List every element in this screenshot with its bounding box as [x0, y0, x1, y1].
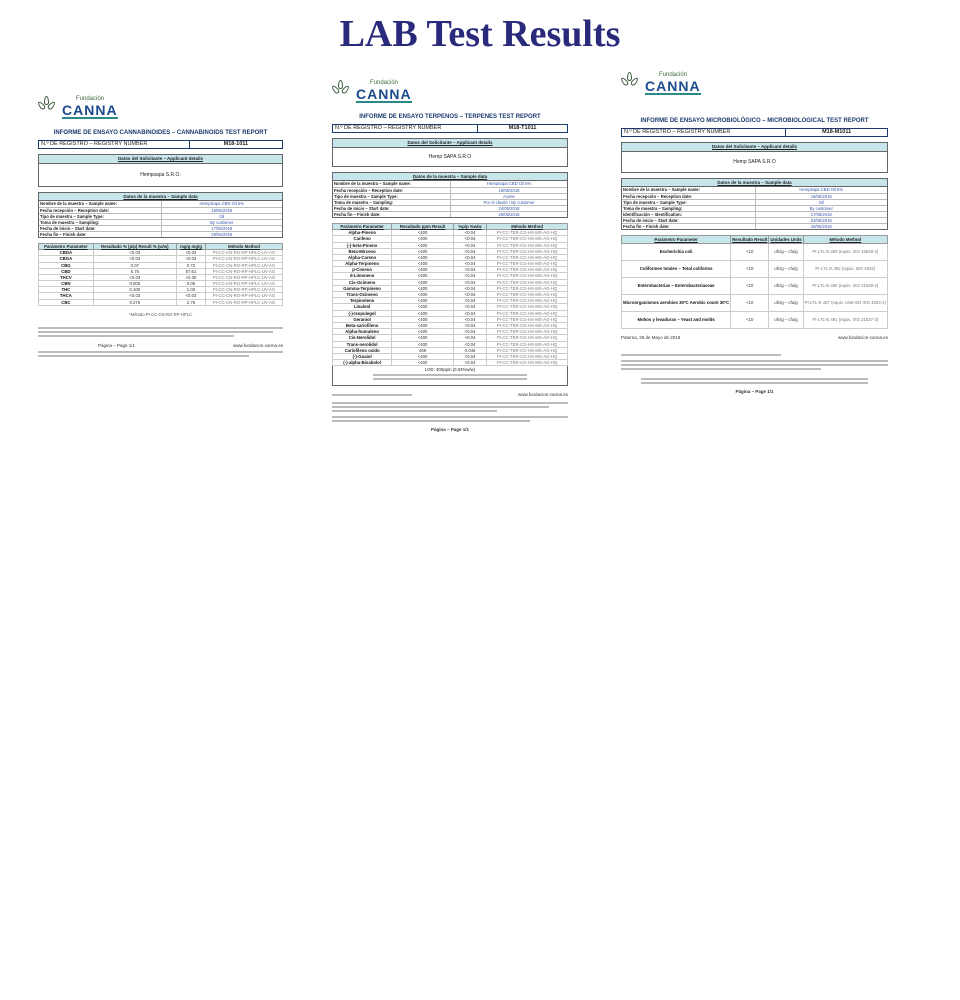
- sample-row: [333, 193, 567, 199]
- method-cell: PI-LTL-E.489 (equiv. ISO 16649-2): [803, 243, 887, 260]
- result-cell: <400: [392, 248, 454, 254]
- logo-name: CANNA: [356, 86, 412, 103]
- method-cell: PI-CC-TER-CG-HS-MS-AG-HQ: [487, 347, 568, 353]
- parameter-cell: Gamma-Terpineno: [333, 285, 392, 291]
- result-cell: 0.07: [93, 262, 176, 268]
- sample-box: [621, 178, 888, 230]
- column-header: %p/p %w/w: [453, 223, 486, 229]
- parameter-cell: Beta-cariofileno: [333, 322, 392, 328]
- page-title: LAB Test Results: [339, 13, 621, 55]
- address-lines: [38, 351, 283, 357]
- method-cell: PI-CC-TER-CG-HS-MS-AG-HQ: [487, 360, 568, 366]
- result-cell: 459: [392, 347, 454, 353]
- footer-row: [621, 335, 888, 340]
- applicant-header: Datos del Solicitante – Applicant details: [333, 139, 567, 147]
- method-cell: PI-CC-CN-RO-RP-HPLC-UV-AG: [206, 287, 283, 293]
- sample-key: Toma de muestra – Sampling:: [334, 199, 394, 205]
- table-row: [622, 243, 888, 260]
- sample-key: Fecha recepción – Reception date:: [40, 207, 110, 213]
- sample-key: Nombre de la muestra – Sample name:: [40, 200, 118, 206]
- logo-top: Fundación: [76, 96, 105, 102]
- method-cell: PI-CC-TER-CG-HS-MS-AG-HQ: [487, 322, 568, 328]
- registry-row: [38, 140, 283, 149]
- parameter-cell: CBG: [39, 262, 94, 268]
- parameter-cell: Linalool: [333, 304, 392, 310]
- parameter-cell: Coliformes totales – Total coliforms: [622, 260, 731, 277]
- value-cell: <0.03: [176, 250, 205, 256]
- result-cell: <400: [392, 267, 454, 273]
- value-cell: <0.04: [453, 353, 486, 359]
- applicant-name: Hemp SAPA S.R.O: [733, 158, 776, 165]
- parameter-cell: CBD: [39, 268, 94, 274]
- column-header: Parámetro Parameter: [39, 243, 94, 249]
- result-cell: <400: [392, 236, 454, 242]
- method-cell: PI-CC-CN-RO-RP-HPLC-UV-AG: [206, 293, 283, 299]
- table-row: [622, 260, 888, 277]
- registry-value: M18-T1011: [508, 125, 537, 132]
- table-body: [622, 243, 888, 328]
- sample-value: Oil: [161, 214, 283, 219]
- value-cell: <0.04: [453, 292, 486, 298]
- terpenes-report: [332, 80, 568, 433]
- method-cell: PI-CC-TER-CG-HS-MS-AG-HQ: [487, 230, 568, 236]
- result-cell: <400: [392, 273, 454, 279]
- parameter-cell: CBN: [39, 281, 94, 287]
- parameter-cell: Geraniol: [333, 316, 392, 322]
- sample-row: [622, 211, 887, 217]
- result-cell: <400: [392, 316, 454, 322]
- result-cell: <10: [731, 311, 769, 328]
- parameter-cell: Alpha-humuleno: [333, 329, 392, 335]
- value-cell: 1.00: [176, 287, 205, 293]
- sample-key: Toma de muestra – Sampling:: [40, 219, 100, 225]
- applicant-name: Hemp SAPA S.R.O: [428, 153, 472, 160]
- logo-name: CANNA: [62, 102, 118, 119]
- results-table: [621, 235, 888, 329]
- sample-list: [622, 187, 887, 229]
- sample-key: Tipo de muestra – Sample Type:: [40, 213, 104, 219]
- report-title: INFORME DE ENSAYO MICROBIOLÓGICO – MICROBIOLOGICAL TEST REPORT: [640, 118, 869, 124]
- table-header: [39, 243, 283, 249]
- parameter-cell: (-)-beta-Pineno: [333, 242, 392, 248]
- website-link[interactable]: www.fundacion-canna.es: [837, 334, 888, 340]
- column-header: Resultado ppm Result: [392, 223, 454, 229]
- sample-key: Tipo de muestra – Sample Type:: [623, 199, 687, 205]
- disclaimer-lines: [38, 327, 283, 337]
- registry-row: [332, 124, 568, 133]
- value-cell: <0.04: [453, 279, 486, 285]
- result-cell: <400: [392, 230, 454, 236]
- method-cell: PI-CC-CN-RO-RP-HPLC-UV-AG: [206, 262, 283, 268]
- cannabinoids-report: [38, 96, 283, 359]
- registry-label: N.º DE REGISTRO – REGISTRY NUMBER: [39, 141, 190, 148]
- sample-row: [333, 211, 567, 217]
- sample-key: Toma de muestra – Sampling:: [623, 205, 683, 211]
- sample-key: Nombre de la muestra – Sample name:: [623, 186, 701, 192]
- method-cell: PI-CC-TER-CG-HS-MS-AG-HQ: [487, 242, 568, 248]
- parameter-cell: THCV: [39, 274, 94, 280]
- sample-value: Hempsapa CBD Oil 5%: [755, 187, 888, 193]
- table-row: [622, 294, 888, 311]
- result-cell: <400: [392, 285, 454, 291]
- sample-value: 16/05/2018: [161, 208, 283, 213]
- column-header: Método Method: [803, 235, 887, 243]
- parameter-cell: (-)-alpha-Bisabolol: [333, 360, 392, 366]
- registry-label: N.º DE REGISTRO – REGISTRY NUMBER: [333, 125, 478, 132]
- leaf-icon: [621, 72, 643, 94]
- method-cell: PI-CC-TER-CG-HS-MS-AG-HQ: [487, 273, 568, 279]
- column-header: Parámetro Parameter: [333, 223, 392, 229]
- sample-box: [332, 172, 568, 218]
- table-header: [622, 235, 888, 243]
- parameter-cell: Trans-Ocimeno: [333, 292, 392, 298]
- sample-key: Nombre de la muestra – Sample name:: [334, 180, 412, 186]
- logo-top: Fundación: [659, 72, 688, 78]
- result-cell: 5.76: [93, 268, 176, 274]
- sample-key: Fecha fin – Finish date:: [623, 223, 670, 229]
- method-cell: PI-CC-TER-CG-HS-MS-AG-HQ: [487, 292, 568, 298]
- value-cell: <0.04: [453, 248, 486, 254]
- applicant-box: [332, 138, 568, 166]
- applicant-name: Hempsapa S.R.O.: [140, 171, 181, 178]
- method-cell: PI-CC-TER-CG-HS-MS-AG-HQ: [487, 298, 568, 304]
- sample-key: Fecha de inicio – Start date:: [623, 217, 679, 223]
- result-cell: <0.03: [93, 256, 176, 262]
- value-cell: <0.04: [453, 261, 486, 267]
- parameter-cell: p-Cimeno: [333, 267, 392, 273]
- result-cell: 0.100: [93, 287, 176, 293]
- logo-top: Fundación: [370, 80, 399, 86]
- parameter-cell: Alpha-Careno: [333, 254, 392, 260]
- applicant-box: [38, 154, 283, 186]
- sample-row: [622, 217, 887, 223]
- value-cell: 57.61: [176, 268, 205, 274]
- sample-header: Datos de la muestra – Sample data: [39, 193, 282, 201]
- method-cell: PI-CC-TER-CG-HS-MS-AG-HQ: [487, 316, 568, 322]
- result-cell: <400: [392, 254, 454, 260]
- value-cell: <0.04: [453, 335, 486, 341]
- sample-key: Fecha recepción – Reception date:: [623, 193, 693, 199]
- sample-row: [622, 205, 887, 211]
- result-cell: <400: [392, 279, 454, 285]
- table-row: [39, 299, 283, 305]
- applicant-box: [621, 142, 888, 172]
- value-cell: <0.04: [453, 329, 486, 335]
- parameter-cell: Cis-Nerolidol: [333, 335, 392, 341]
- parameter-cell: CBGA: [39, 256, 94, 262]
- parameter-cell: THC: [39, 287, 94, 293]
- table-body: [39, 250, 283, 306]
- lod-text: LOD: 400ppm (0.04%w/w): [424, 367, 476, 373]
- sample-list: [39, 201, 282, 237]
- value-cell: <0.03: [176, 293, 205, 299]
- page-number: Página – Page 1/1: [430, 427, 470, 433]
- sample-header: Datos de la muestra – Sample data: [622, 179, 887, 187]
- footer-row: [332, 392, 568, 398]
- value-cell: ufc/g – cfu/g: [769, 294, 803, 311]
- sample-row: [39, 231, 282, 237]
- sample-key: Fecha de inicio – Start date:: [40, 225, 96, 231]
- sample-value: By customer: [755, 206, 888, 211]
- value-cell: <0.04: [453, 273, 486, 279]
- value-cell: ufc/g – cfu/g: [769, 277, 803, 294]
- sample-value: Oil: [755, 200, 888, 205]
- method-cell: PI-LTL-E.487 (equiv. UNE-EN ISO 4833-1): [803, 294, 887, 311]
- result-cell: <400: [392, 335, 454, 341]
- parameter-cell: d-Limoneno: [333, 273, 392, 279]
- sample-list: [333, 181, 567, 217]
- sample-row: [622, 187, 887, 193]
- sample-value: 17/05/2018: [755, 212, 888, 217]
- parameter-cell: Alpha-Terpineno: [333, 261, 392, 267]
- sample-value: Aceite: [450, 194, 567, 199]
- method-cell: PI-CC-TER-CG-HS-MS-AG-HQ: [487, 353, 568, 359]
- result-cell: <10: [731, 294, 769, 311]
- results-table: [38, 243, 283, 306]
- page-number: Página – Page 1/1: [98, 342, 136, 348]
- column-header: Unidades Units: [770, 236, 802, 242]
- table-row: [622, 311, 888, 328]
- result-cell: <400: [392, 322, 454, 328]
- sample-value: 25/05/2018: [755, 224, 888, 229]
- sample-row: [39, 225, 282, 231]
- parameter-cell: Terpinoleno: [333, 298, 392, 304]
- parameter-cell: Trans-nerolidol: [333, 341, 392, 347]
- method-note: *Método PI-CC-CN-RO-RP-HPLC: [128, 311, 193, 317]
- method-cell: PI-CC-TER-CG-HS-MS-AG-HQ: [487, 254, 568, 260]
- sample-row: [39, 207, 282, 213]
- sample-row: [39, 201, 282, 207]
- value-cell: <0.04: [453, 267, 486, 273]
- parameter-cell: THCA: [39, 293, 94, 299]
- sample-row: [622, 223, 887, 229]
- sample-row: [333, 187, 567, 193]
- result-cell: <10: [731, 277, 769, 294]
- sample-row: [39, 213, 282, 219]
- canna-logo: [38, 96, 283, 126]
- sample-value: 16/05/2018: [450, 188, 567, 193]
- lod-box: [332, 366, 568, 386]
- column-header: Resultado Result: [732, 236, 768, 242]
- result-cell: <400: [392, 360, 454, 366]
- method-cell: PI-LTL-E.482 (equiv. ISO 4832): [803, 260, 887, 277]
- method-cell: PI-CC-TER-CG-HS-MS-AG-HQ: [487, 236, 568, 242]
- value-cell: 0.72: [176, 262, 205, 268]
- method-cell: PI-CC-TER-CG-HS-MS-AG-HQ: [487, 279, 568, 285]
- sample-value: 17/05/2018: [161, 226, 283, 231]
- sample-value: 24/05/2018: [450, 206, 567, 211]
- sample-key: Tipo de muestra – Sample Type:: [334, 193, 398, 199]
- value-cell: 2.76: [176, 299, 205, 305]
- value-cell: <0.04: [453, 341, 486, 347]
- method-cell: PI-CC-TER-CG-HS-MS-AG-HQ: [487, 335, 568, 341]
- parameter-cell: CBDA: [39, 250, 94, 256]
- value-cell: <0.04: [453, 230, 486, 236]
- sample-key: Fecha de inicio – Start date:: [334, 205, 390, 211]
- column-header: Resultado % (p/p) Result % (w/w): [93, 243, 176, 249]
- result-cell: <10: [731, 243, 769, 260]
- sample-row: [622, 199, 887, 205]
- result-cell: <0.03: [93, 250, 176, 256]
- parameter-cell: Beta-Mirceno: [333, 248, 392, 254]
- table-row: [622, 277, 888, 294]
- method-cell: PI-CC-CN-RO-RP-HPLC-UV-AG: [206, 274, 283, 280]
- sample-key: Fecha recepción – Reception date:: [334, 187, 404, 193]
- result-cell: <0.03: [93, 293, 176, 299]
- parameter-cell: Escherichia coli: [622, 243, 731, 260]
- result-cell: <400: [392, 310, 454, 316]
- method-cell: PI-LTL-E.490 (equiv. ISO 21528-2): [803, 277, 887, 294]
- parameter-cell: Microorganismos aerobios 30ºC Aerobic count 30ºC: [622, 294, 731, 311]
- column-header: Método Method: [206, 243, 283, 249]
- applicant-header: Datos del Solicitante – Applicant details: [39, 155, 282, 163]
- result-cell: <400: [392, 353, 454, 359]
- result-cell: <400: [392, 329, 454, 335]
- method-cell: PI-CC-TER-CG-HS-MS-AG-HQ: [487, 261, 568, 267]
- microbiological-report: [621, 72, 888, 395]
- result-cell: <400: [392, 304, 454, 310]
- method-cell: PI-CC-TER-CG-HS-MS-AG-HQ: [487, 267, 568, 273]
- method-cell: PI-CC-TER-CG-HS-MS-AG-HQ: [487, 285, 568, 291]
- sample-row: [333, 199, 567, 205]
- sample-value: 29/05/2018: [161, 232, 283, 237]
- applicant-header: Datos del Solicitante – Applicant details: [622, 143, 887, 151]
- parameter-cell: Cariofileno oxido: [333, 347, 392, 353]
- page-number: Página – Page 1/1: [735, 389, 774, 395]
- value-cell: <0.04: [453, 310, 486, 316]
- method-cell: PI-CC-TER-CG-HS-MS-AG-HQ: [487, 310, 568, 316]
- result-cell: <400: [392, 242, 454, 248]
- value-cell: <0.30: [176, 274, 205, 280]
- parameter-cell: (-)-Isopulegol: [333, 310, 392, 316]
- value-cell: <0.04: [453, 304, 486, 310]
- sample-key: Fecha fin – Finish date:: [334, 211, 381, 217]
- method-cell: PI-CC-CN-RO-RP-HPLC-UV-AG: [206, 299, 283, 305]
- method-cell: PI-CC-TER-CG-HS-MS-AG-HQ: [487, 329, 568, 335]
- sample-row: [39, 219, 282, 225]
- parameter-cell: Alpha-Pineno: [333, 230, 392, 236]
- sample-row: [333, 181, 567, 187]
- table-body: [333, 230, 568, 366]
- method-cell: PI-LTL-E.481 (equiv. ISO 21527-2): [803, 311, 887, 328]
- sample-row: [622, 193, 887, 199]
- sample-box: [38, 192, 283, 238]
- sample-value: HempSapa CBD Oil 5%: [161, 201, 283, 207]
- registry-label: N.º DE REGISTRO – REGISTRY NUMBER: [622, 129, 786, 136]
- value-cell: <0.04: [453, 242, 486, 248]
- parameter-cell: CBC: [39, 299, 94, 305]
- value-cell: <0.04: [453, 285, 486, 291]
- sample-value: By customer: [161, 220, 283, 225]
- date-line: Paterna, 29 de Mayo de 2018: [621, 334, 681, 340]
- result-cell: 0.005: [93, 281, 176, 287]
- sample-value: HempSapa CBD Oil 5%: [450, 181, 567, 187]
- result-cell: 0.276: [93, 299, 176, 305]
- footer-row: [38, 343, 283, 348]
- value-cell: 0.046: [453, 347, 486, 353]
- method-cell: PI-CC-CN-RO-RP-HPLC-UV-AG: [206, 268, 283, 274]
- column-header: Parámetro Parameter: [622, 235, 731, 243]
- registry-value: M18-1011: [223, 141, 249, 148]
- sample-value: 25/05/2018: [450, 212, 567, 217]
- result-cell: <400: [392, 292, 454, 298]
- value-cell: ufc/g – cfu/g: [769, 243, 803, 260]
- sample-key: Identificación – Identification:: [623, 211, 683, 217]
- report-title: INFORME DE ENSAYO CANNABINOIDES – CANNABINOIDS TEST REPORT: [53, 130, 268, 136]
- sample-header: Datos de la muestra – Sample data: [333, 173, 567, 181]
- results-table: [332, 223, 568, 366]
- value-cell: <0.04: [453, 322, 486, 328]
- method-cell: PI-CC-TER-CG-HS-MS-AG-HQ: [487, 304, 568, 310]
- website-link[interactable]: www.fundacion-canna.es: [232, 342, 283, 348]
- result-cell: <0.03: [93, 274, 176, 280]
- sample-row: [333, 205, 567, 211]
- disclaimer-lines: [621, 354, 888, 384]
- parameter-cell: (-)-Guaiol: [333, 353, 392, 359]
- method-cell: PI-CC-TER-CG-HS-MS-AG-HQ: [487, 341, 568, 347]
- result-cell: <400: [392, 341, 454, 347]
- sample-value: Por el cliente / By customer: [450, 200, 567, 205]
- value-cell: <0.04: [453, 298, 486, 304]
- value-cell: <0.04: [453, 316, 486, 322]
- canna-logo: [621, 72, 888, 102]
- table-row: [333, 360, 568, 366]
- method-cell: PI-CC-TER-CG-HS-MS-AG-HQ: [487, 248, 568, 254]
- logo-name: CANNA: [645, 78, 701, 95]
- column-header: mg/g mg/g: [176, 243, 205, 249]
- method-cell: PI-CC-CN-RO-RP-HPLC-UV-AG: [206, 256, 283, 262]
- parameter-cell: Canfeno: [333, 236, 392, 242]
- result-cell: <400: [392, 261, 454, 267]
- column-header: Método Method: [487, 223, 568, 229]
- registry-row: [621, 128, 888, 137]
- leaf-icon: [332, 80, 354, 102]
- registry-value: M18-M1011: [822, 129, 852, 136]
- result-cell: <10: [731, 260, 769, 277]
- website-link[interactable]: www.fundacion-canna.es: [517, 392, 568, 398]
- method-cell: PI-CC-CN-RO-RP-HPLC-UV-AG: [206, 250, 283, 256]
- sample-value: 16/05/2018: [755, 194, 888, 199]
- sample-value: 22/05/2018: [755, 218, 888, 223]
- sample-key: Fecha fin – Finish date:: [40, 231, 87, 237]
- value-cell: <0.03: [176, 256, 205, 262]
- canna-logo: [332, 80, 568, 110]
- parameter-cell: Mohos y levaduras – Yeast and molds: [622, 311, 731, 328]
- report-title: INFORME DE ENSAYO TERPENOS – TERPENES TEST REPORT: [359, 114, 541, 120]
- leaf-icon: [38, 96, 60, 118]
- method-cell: PI-CC-CN-RO-RP-HPLC-UV-AG: [206, 281, 283, 287]
- value-cell: ufc/g – cfu/g: [769, 260, 803, 277]
- value-cell: <0.04: [453, 236, 486, 242]
- disclaimer-lines: [332, 402, 568, 422]
- value-cell: 0.05: [176, 281, 205, 287]
- parameter-cell: Enterobacterias – Enterobacteriaceae: [622, 277, 731, 294]
- value-cell: <0.04: [453, 360, 486, 366]
- value-cell: <0.04: [453, 254, 486, 260]
- value-cell: ufc/g – cfu/g: [769, 311, 803, 328]
- result-cell: <400: [392, 298, 454, 304]
- parameter-cell: Cis-Ocimeno: [333, 279, 392, 285]
